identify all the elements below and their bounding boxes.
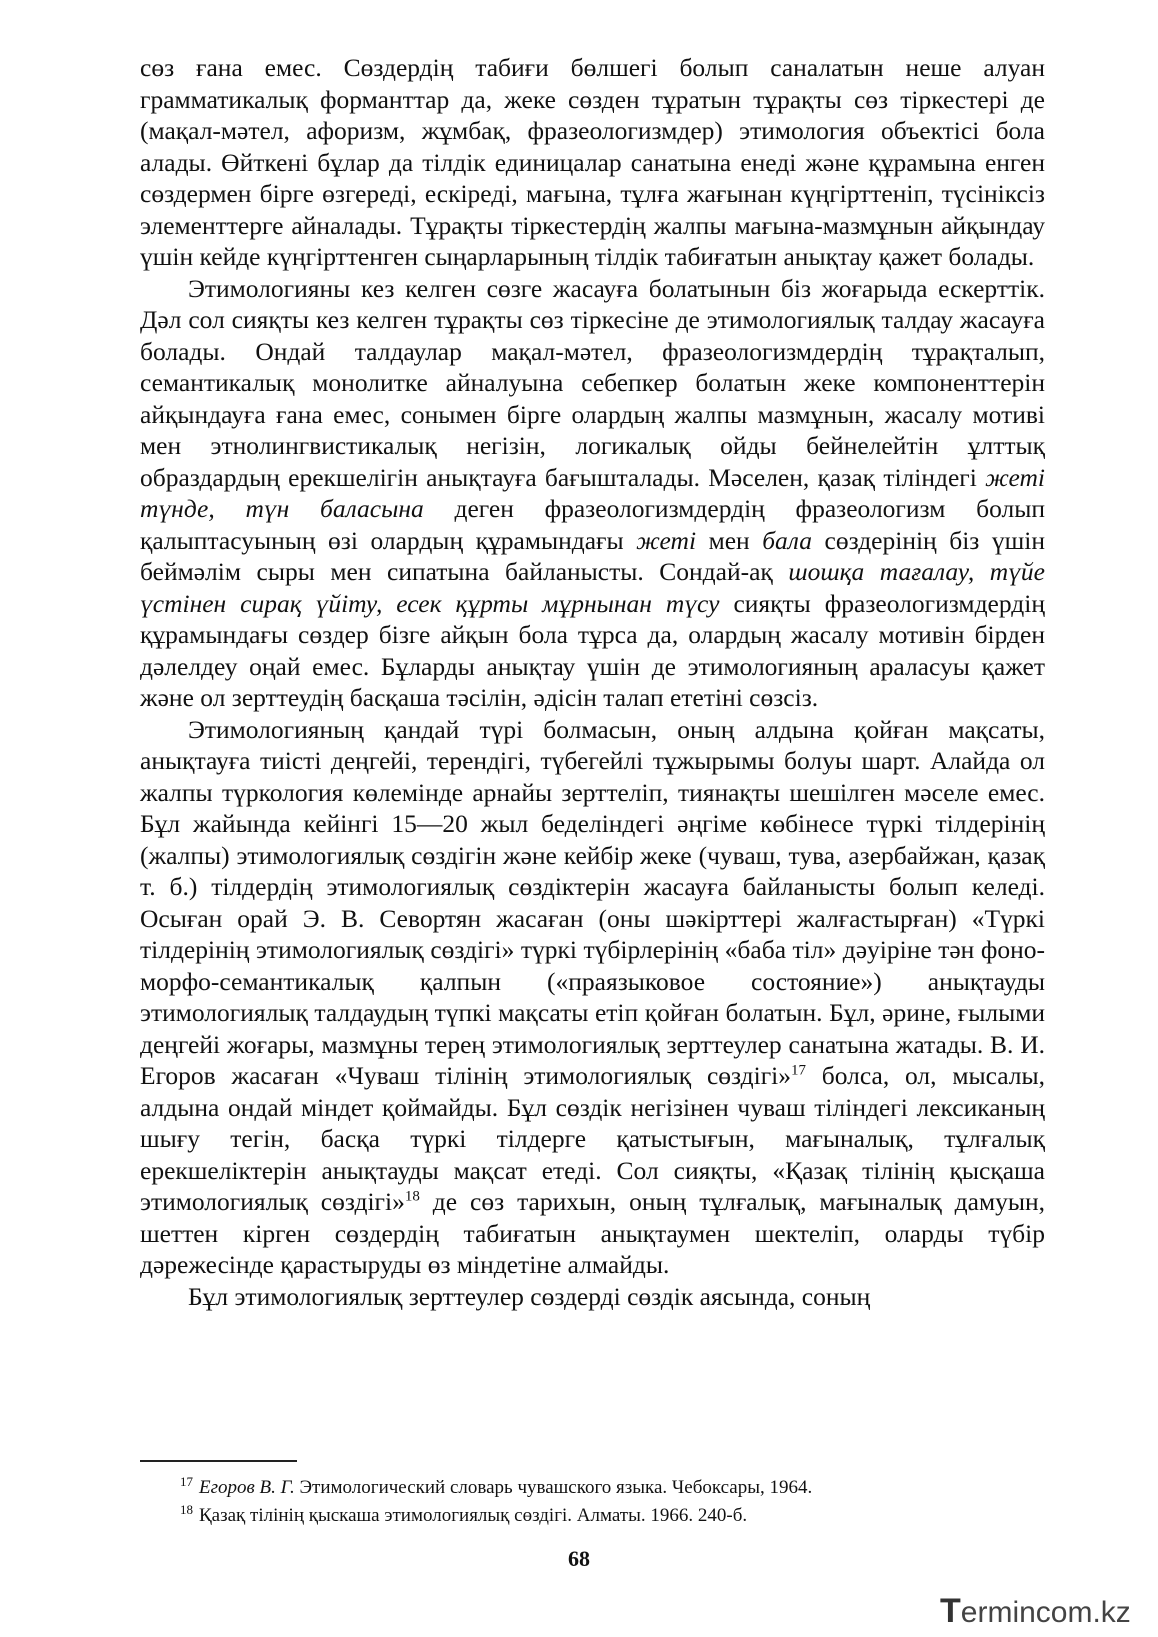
italic-phrase: бала — [762, 525, 812, 555]
body-text — [140, 52, 1045, 1312]
italic-phrase: жеті түнде, түн баласына — [140, 462, 1045, 523]
text-run: болса, ол, мысалы, алдына ондай міндет қоймайды. Бұл сөздік негізінен чуваш тіліндегі лексиканың шығу тегін, басқа түркі тілдерге қатыстығын, мағыналық, тұлғалық ерекшеліктерін анықтауды мақсат етеді. Сол сияқты, «Қазақ тілінің қысқаша этимологиялық сөздігі» — [140, 1061, 1045, 1216]
text-run: сөз ғана емес. Сөздердің табиғи бөлшегі болып саналатын неше алуан грамматикалық форманттар да, жеке сөзден тұратын тұрақты сөз тіркестері де (мақал-мәтел, афоризм, жұмбақ, фразеологизмдер) этимология объектісі бола алады. Өйткені бұлар да тілдік единицалар санатына енеді және құрамына енген сөздермен бірге өзгереді, ескіреді, мағына, тұлға жағынан күңгірттеніп, түсініксіз элементтерге айналады. Тұрақты тіркестердің жалпы мағына-мазмұнын айқындау үшін кейде күңгірттенген сыңарларының тілдік табиғатын анықтау қажет болады. — [140, 53, 1045, 271]
text-run: мен — [696, 525, 763, 555]
text-run: Бұл этимологиялық зерттеулер сөздерді сөздік аясында, соның — [188, 1281, 871, 1311]
text-run: деген фразеологизмдердің фразеологизм болып қалыптасуының өзі олардың құрамындағы — [140, 494, 1045, 555]
footnote-mark: 17 — [180, 1473, 193, 1489]
text-run: Қазақ тілінің қыскаша этимологиялық сөздігі. Алматы. 1966. 240-б. — [199, 1505, 748, 1526]
footnote-ref: 17 — [790, 1062, 806, 1079]
text-run: Этимологияның қандай түрі болмасын, оның алдына қойған мақсаты, анықтауға тиісті деңгейі, терендігі, түбегейлі тұжырымы болуы шарт. Алайда ол жалпы түркология көлемінде арнайы зерттеліп, тиянақты шешілген мәселе емес. Бұл жайында кейінгі 15—20 жыл беделіндегі әңгіме көбінесе түркі тілдерінің (жалпы) этимологиялық сөздігін және кейбір жеке (чуваш, тува, азербайжан, қазақ т. б.) тілдердің этимологиялық сөздіктерін жасауға байланысты болып келеді. Осыған орай Э. В. Севортян жасаған (оны шәкірттері жалғастырған) «Түркі тілдерінің этимологиялық сөздігі» түркі түбірлерінің «баба тіл» дәуіріне тән фоно-морфо-семантикалық қалпын («праязыковое состояние») анықтауды этимологиялық талдаудың түпкі мақсаты етіп қойған болатын. Бұл, әрине, ғылыми деңгейі жоғары, мазмұны терең этимологиялық зерттеулер санатына жатады. В. И. Егоров жасаған «Чуваш тілінің этимологиялық сөздігі» — [140, 714, 1045, 1090]
watermark-initial: T — [940, 1592, 961, 1630]
text-run: Этимологический словарь чувашского языка. Чебоксары, 1964. — [294, 1477, 813, 1498]
footnote-mark: 18 — [180, 1501, 193, 1517]
footnote-ref: 18 — [404, 1188, 420, 1205]
italic-phrase: жеті — [636, 525, 697, 555]
italic-phrase: Егоров В. Г. — [199, 1477, 295, 1498]
watermark-domain: m.kz — [1067, 1596, 1131, 1629]
watermark-logo — [940, 1592, 1150, 1630]
text-run: сөздерінің біз үшін беймәлім сыры мен сипатына байланысты. Сондай-ақ — [140, 525, 1046, 586]
paragraph — [140, 52, 1045, 273]
watermark-o: o — [1050, 1596, 1068, 1629]
watermark-text: erminc — [960, 1596, 1051, 1629]
footnote-divider — [140, 1460, 297, 1462]
paragraph — [140, 1281, 1045, 1313]
page-number: 68 — [568, 1546, 590, 1571]
text-run: Этимологияны кез келген сөзге жасауға болатынын біз жоғарыда ескерттік. Дәл сол сияқты кез келген тұрақты сөз тіркесіне де этимологиялық талдау жасауға болады. Ондай талдаулар мақал-мәтел, фразеологизмдердің тұрақталып, семантикалық монолитке айналуына себепкер болатын жеке компоненттерін айқындауға ғана емес, сонымен бірге олардың жалпы мазмұнын, жасалу мотиві мен этнолингвистикалық негізін, логикалық ойды бейнелейтін ұлттық образдардың ерекшелігін анықтауға бағышталады. Мәселен, қазақ тіліндегі — [140, 273, 1045, 492]
footnotes — [180, 1474, 1040, 1530]
text-run: сияқты фразеологизмдердің құрамындағы сөздер бізге айқын бола тұрса да, олардың жасалу мотивін бірден дәлелдеу оңай емес. Бұларды анықтау үшін де этимологияның араласуы қажет және ол зерттеудің басқаша тәсілін, әдісін талап ететіні сөзсіз. — [140, 588, 1045, 712]
paragraph — [140, 273, 1045, 714]
footnote — [180, 1474, 1040, 1502]
footnote — [180, 1502, 1040, 1530]
italic-phrase: шошқа тағалау, түйе үстінен сирақ үйіту, есек құрты мұрнынан түсу — [140, 557, 1045, 618]
paragraph — [140, 714, 1045, 1281]
text-run: де сөз тарихын, оның тұлғалық, мағыналық дамуын, шеттен кірген сөздердің табиғатын анықтаумен шектеліп, оларды түбір дәрежесінде қарастыруды өз міндетіне алмайды. — [140, 1187, 1045, 1279]
